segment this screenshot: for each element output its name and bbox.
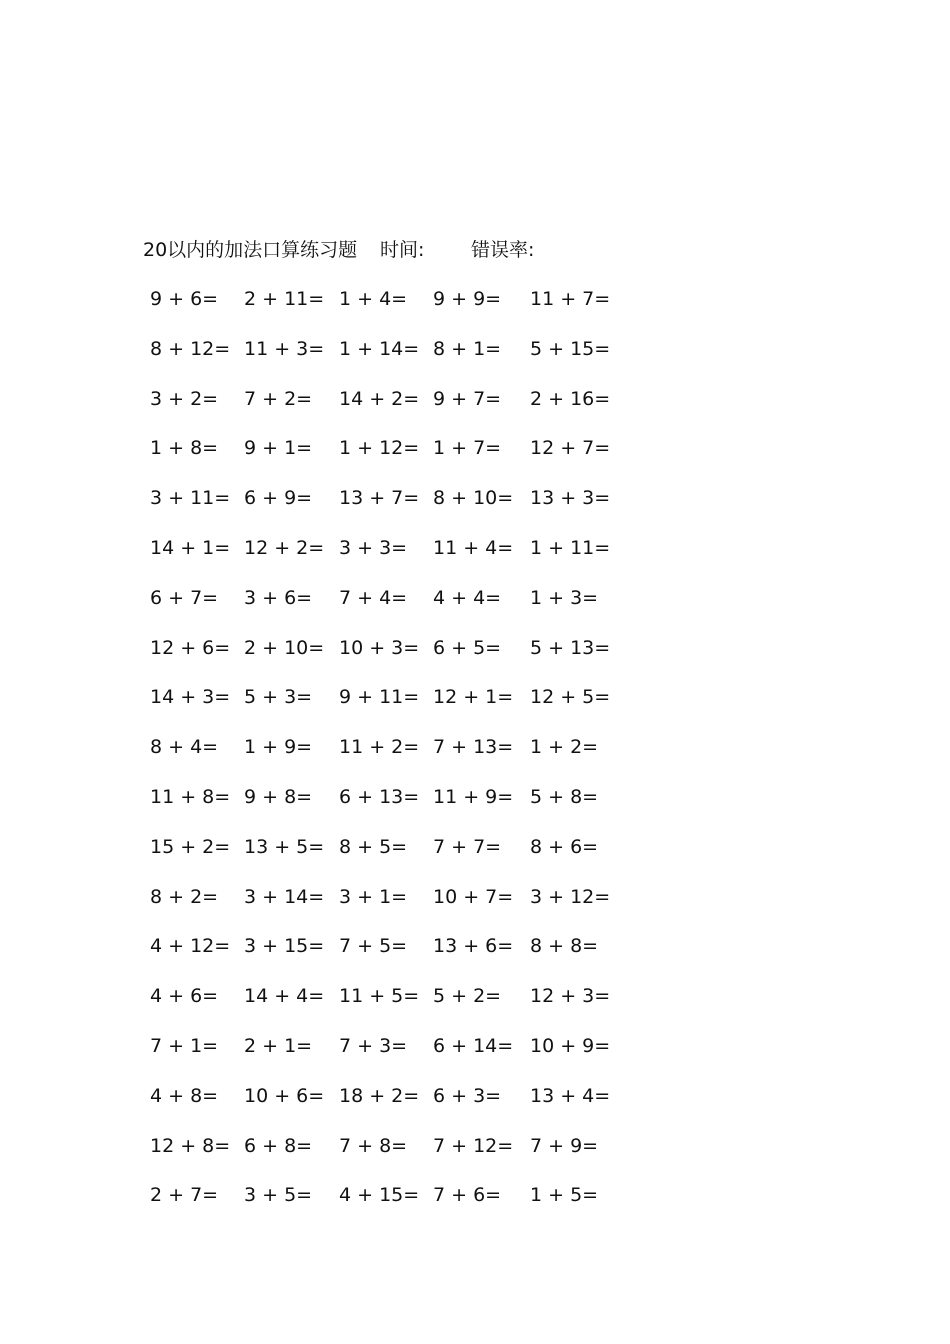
problem-item: 3 + 2= (150, 387, 219, 410)
problem-row (0, 834, 950, 884)
problem-row (0, 386, 950, 436)
problem-item: 2 + 10= (244, 636, 325, 659)
problem-item: 8 + 10= (433, 487, 514, 510)
problem-item: 11 + 2= (339, 736, 420, 759)
problem-item: 13 + 4= (530, 1084, 611, 1107)
problem-row (0, 933, 950, 983)
problem-row (0, 983, 950, 1033)
problem-item: 9 + 8= (244, 785, 313, 808)
problem-item: 6 + 14= (433, 1034, 514, 1057)
problem-item: 7 + 13= (433, 736, 514, 759)
problem-row (0, 485, 950, 535)
problem-item: 4 + 12= (150, 935, 231, 958)
problem-item: 3 + 1= (339, 885, 408, 908)
problem-item: 12 + 8= (150, 1134, 231, 1157)
problem-item: 12 + 7= (530, 437, 611, 460)
problem-item: 1 + 14= (339, 337, 420, 360)
problem-item: 6 + 3= (433, 1084, 502, 1107)
problem-item: 5 + 15= (530, 337, 611, 360)
problem-row (0, 784, 950, 834)
problem-item: 2 + 1= (244, 1034, 313, 1057)
problem-item: 1 + 3= (530, 586, 599, 609)
error-rate-label: 错误率: (471, 239, 535, 261)
problem-item: 9 + 11= (339, 686, 420, 709)
problem-item: 3 + 6= (244, 586, 313, 609)
problem-item: 13 + 5= (244, 835, 325, 858)
problem-item: 3 + 3= (339, 536, 408, 559)
problem-item: 2 + 16= (530, 387, 611, 410)
problem-item: 7 + 2= (244, 387, 313, 410)
problem-item: 8 + 6= (530, 835, 599, 858)
problem-item: 14 + 2= (339, 387, 420, 410)
problem-item: 1 + 7= (433, 437, 502, 460)
problem-item: 9 + 9= (433, 288, 502, 310)
problem-item: 5 + 3= (244, 686, 313, 709)
problem-item: 9 + 6= (150, 288, 219, 310)
problem-item: 8 + 4= (150, 736, 219, 759)
problem-item: 10 + 3= (339, 636, 420, 659)
problem-item: 4 + 8= (150, 1084, 219, 1107)
problem-item: 8 + 8= (530, 935, 599, 958)
problem-item: 10 + 6= (244, 1084, 325, 1107)
problem-item: 11 + 8= (150, 785, 231, 808)
problem-item: 4 + 4= (433, 586, 502, 609)
problem-item: 12 + 6= (150, 636, 231, 659)
problem-item: 6 + 9= (244, 487, 313, 510)
problem-row (0, 734, 950, 784)
problem-item: 18 + 2= (339, 1084, 420, 1107)
problem-item: 7 + 5= (339, 935, 408, 958)
problem-item: 1 + 11= (530, 536, 611, 559)
problem-item: 12 + 1= (433, 686, 514, 709)
problem-item: 4 + 15= (339, 1184, 420, 1207)
problem-item: 12 + 3= (530, 985, 611, 1008)
problem-row (0, 286, 950, 336)
problem-row (0, 336, 950, 386)
worksheet-title: 20以内的加法口算练习题 (143, 239, 358, 261)
problem-row (0, 585, 950, 635)
time-label: 时间: (380, 239, 425, 261)
problem-item: 7 + 4= (339, 586, 408, 609)
problem-item: 11 + 3= (244, 337, 325, 360)
problem-item: 1 + 2= (530, 736, 599, 759)
problem-item: 7 + 12= (433, 1134, 514, 1157)
problem-item: 11 + 4= (433, 536, 514, 559)
problem-item: 3 + 11= (150, 487, 231, 510)
problem-item: 3 + 5= (244, 1184, 313, 1207)
problem-item: 3 + 15= (244, 935, 325, 958)
problem-item: 14 + 4= (244, 985, 325, 1008)
problem-item: 7 + 7= (433, 835, 502, 858)
problem-item: 12 + 5= (530, 686, 611, 709)
problem-item: 9 + 7= (433, 387, 502, 410)
problem-row (0, 535, 950, 585)
problem-item: 13 + 7= (339, 487, 420, 510)
problem-item: 7 + 8= (339, 1134, 408, 1157)
problem-item: 5 + 2= (433, 985, 502, 1008)
problem-item: 13 + 3= (530, 487, 611, 510)
problem-item: 1 + 4= (339, 288, 408, 310)
problem-item: 7 + 3= (339, 1034, 408, 1057)
problem-grid (0, 286, 950, 1232)
problem-item: 8 + 1= (433, 337, 502, 360)
problem-item: 5 + 13= (530, 636, 611, 659)
problem-item: 2 + 7= (150, 1184, 219, 1207)
problem-item: 11 + 5= (339, 985, 420, 1008)
problem-item: 10 + 7= (433, 885, 514, 908)
problem-row (0, 1033, 950, 1083)
problem-item: 5 + 8= (530, 785, 599, 808)
problem-item: 15 + 2= (150, 835, 231, 858)
problem-row (0, 1182, 950, 1232)
problem-row (0, 1083, 950, 1133)
problem-row (0, 1133, 950, 1183)
problem-item: 10 + 9= (530, 1034, 611, 1057)
problem-item: 1 + 8= (150, 437, 219, 460)
problem-row (0, 884, 950, 934)
problem-item: 1 + 12= (339, 437, 420, 460)
problem-item: 8 + 12= (150, 337, 231, 360)
problem-item: 11 + 7= (530, 288, 611, 310)
problem-item: 2 + 11= (244, 288, 325, 310)
problem-item: 14 + 1= (150, 536, 231, 559)
problem-item: 7 + 1= (150, 1034, 219, 1057)
problem-item: 9 + 1= (244, 437, 313, 460)
problem-item: 3 + 14= (244, 885, 325, 908)
problem-item: 1 + 9= (244, 736, 313, 759)
problem-item: 7 + 6= (433, 1184, 502, 1207)
problem-row (0, 635, 950, 685)
problem-row (0, 684, 950, 734)
problem-item: 6 + 13= (339, 785, 420, 808)
problem-item: 14 + 3= (150, 686, 231, 709)
problem-item: 12 + 2= (244, 536, 325, 559)
problem-item: 4 + 6= (150, 985, 219, 1008)
problem-item: 3 + 12= (530, 885, 611, 908)
problem-item: 1 + 5= (530, 1184, 599, 1207)
problem-item: 7 + 9= (530, 1134, 599, 1157)
problem-item: 13 + 6= (433, 935, 514, 958)
problem-item: 6 + 5= (433, 636, 502, 659)
problem-item: 8 + 2= (150, 885, 219, 908)
problem-item: 11 + 9= (433, 785, 514, 808)
problem-item: 6 + 8= (244, 1134, 313, 1157)
problem-row (0, 435, 950, 485)
problem-item: 6 + 7= (150, 586, 219, 609)
problem-item: 8 + 5= (339, 835, 408, 858)
